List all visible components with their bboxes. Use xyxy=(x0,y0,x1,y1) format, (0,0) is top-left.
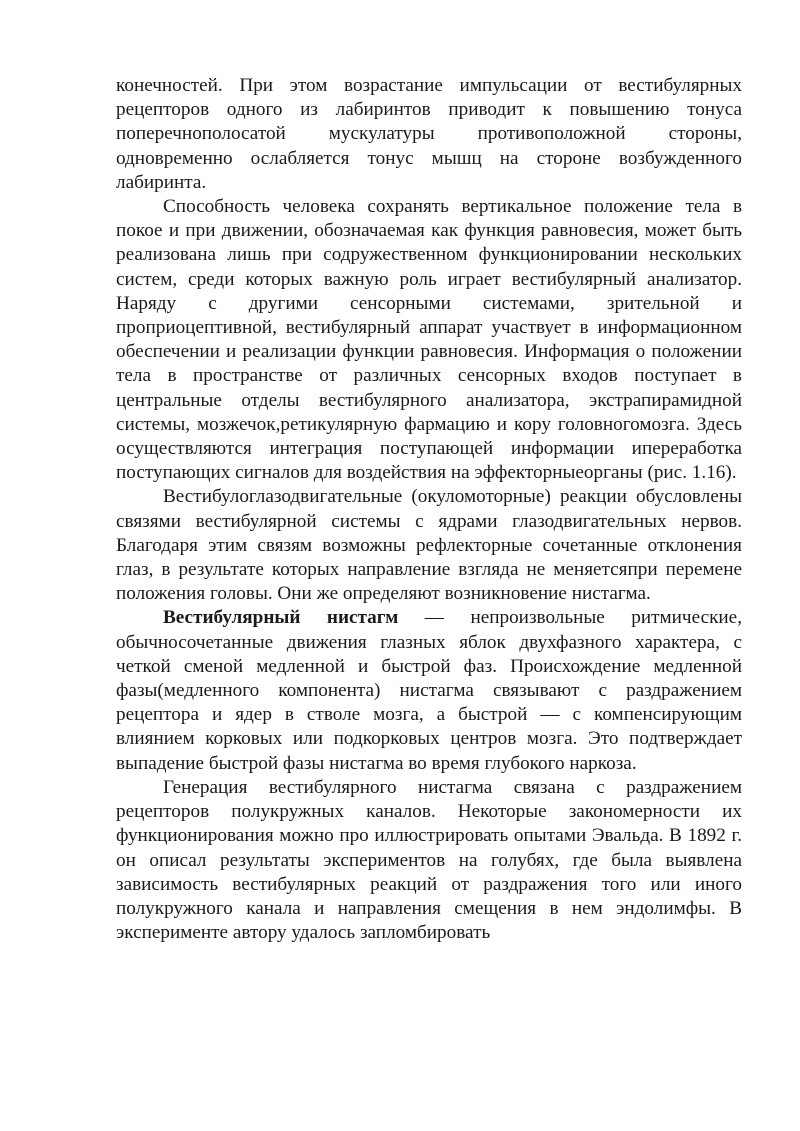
paragraph-4 xyxy=(116,606,742,775)
paragraph-2: Способность человека сохранять вертикальное положение тела в покое и при движении, обозначаемая как функция равновесия, может быть реализована лишь при содружественном функционировании нескольких систем, среди которых важную роль играет вестибулярный анализатор. Наряду с другими сенсорными системами, зрительной и проприоцептивной, вестибулярный аппарат участвует в информационном обеспечении и реализации функции равновесия. Информация о положении тела в пространстве от различных сенсорных входов поступает в центральные отделы вестибулярного анализатора, экстрапирамидной системы, мозжечок,ретикулярную фармацию и кору головногомозга. Здесь осуществляются интеграция поступающей информации ипереработка поступающих сигналов для воздействия на эффекторныеорганы (рис. 1.16). xyxy=(116,196,742,484)
paragraph-5: Генерация вестибулярного нистагма связана с раздражением рецепторов полукружных каналов. Некоторые закономерности их функционирования можно про иллюстрировать опытами Эвальда. В 1892 г. он описал результаты экспериментов на голубях, где была выявлена зависимость вестибулярных реакций от раздражения того или иного полукружного канала и направления смещения в нем эндолимфы. В эксперименте автору удалось запломбировать xyxy=(116,776,742,944)
term-vestibular-nystagmus: Вестибулярный нистагм xyxy=(163,607,399,629)
paragraph-3: Вестибулоглазодвигательные (окуломоторные) реакции обусловлены связями вестибулярной системы с ядрами глазодвигательных нервов. Благодаря этим связям возможны рефлекторные сочетанные отклонения глаз, в результате которых направление взгляда не меняетсяпри перемене положения головы. Они же определяют возникновение нистагма. xyxy=(116,486,742,605)
document-page xyxy=(116,74,742,945)
paragraph-4-body: — непроизвольные ритмические, обычносочетанные движения глазных яблок двухфазного характера, с четкой сменой медленной и быстрой фаз. Происхождение медленной фазы(медленного компонента) нистагма связывают с раздражением рецептора и ядер в стволе мозга, а быстрой — с компенсирующим влиянием корковых или подкорковых центров мозга. Это подтверждает выпадение быстрой фазы нистагма во время глубокого наркоза. xyxy=(116,607,742,774)
paragraph-1: конечностей. При этом возрастание импульсации от вестибулярных рецепторов одного из лабиринтов приводит к повышению тонуса поперечнополосатой мускулатуры противоположной стороны, одновременно ослабляется тонус мышц на стороне возбужденного лабиринта. xyxy=(116,75,742,193)
